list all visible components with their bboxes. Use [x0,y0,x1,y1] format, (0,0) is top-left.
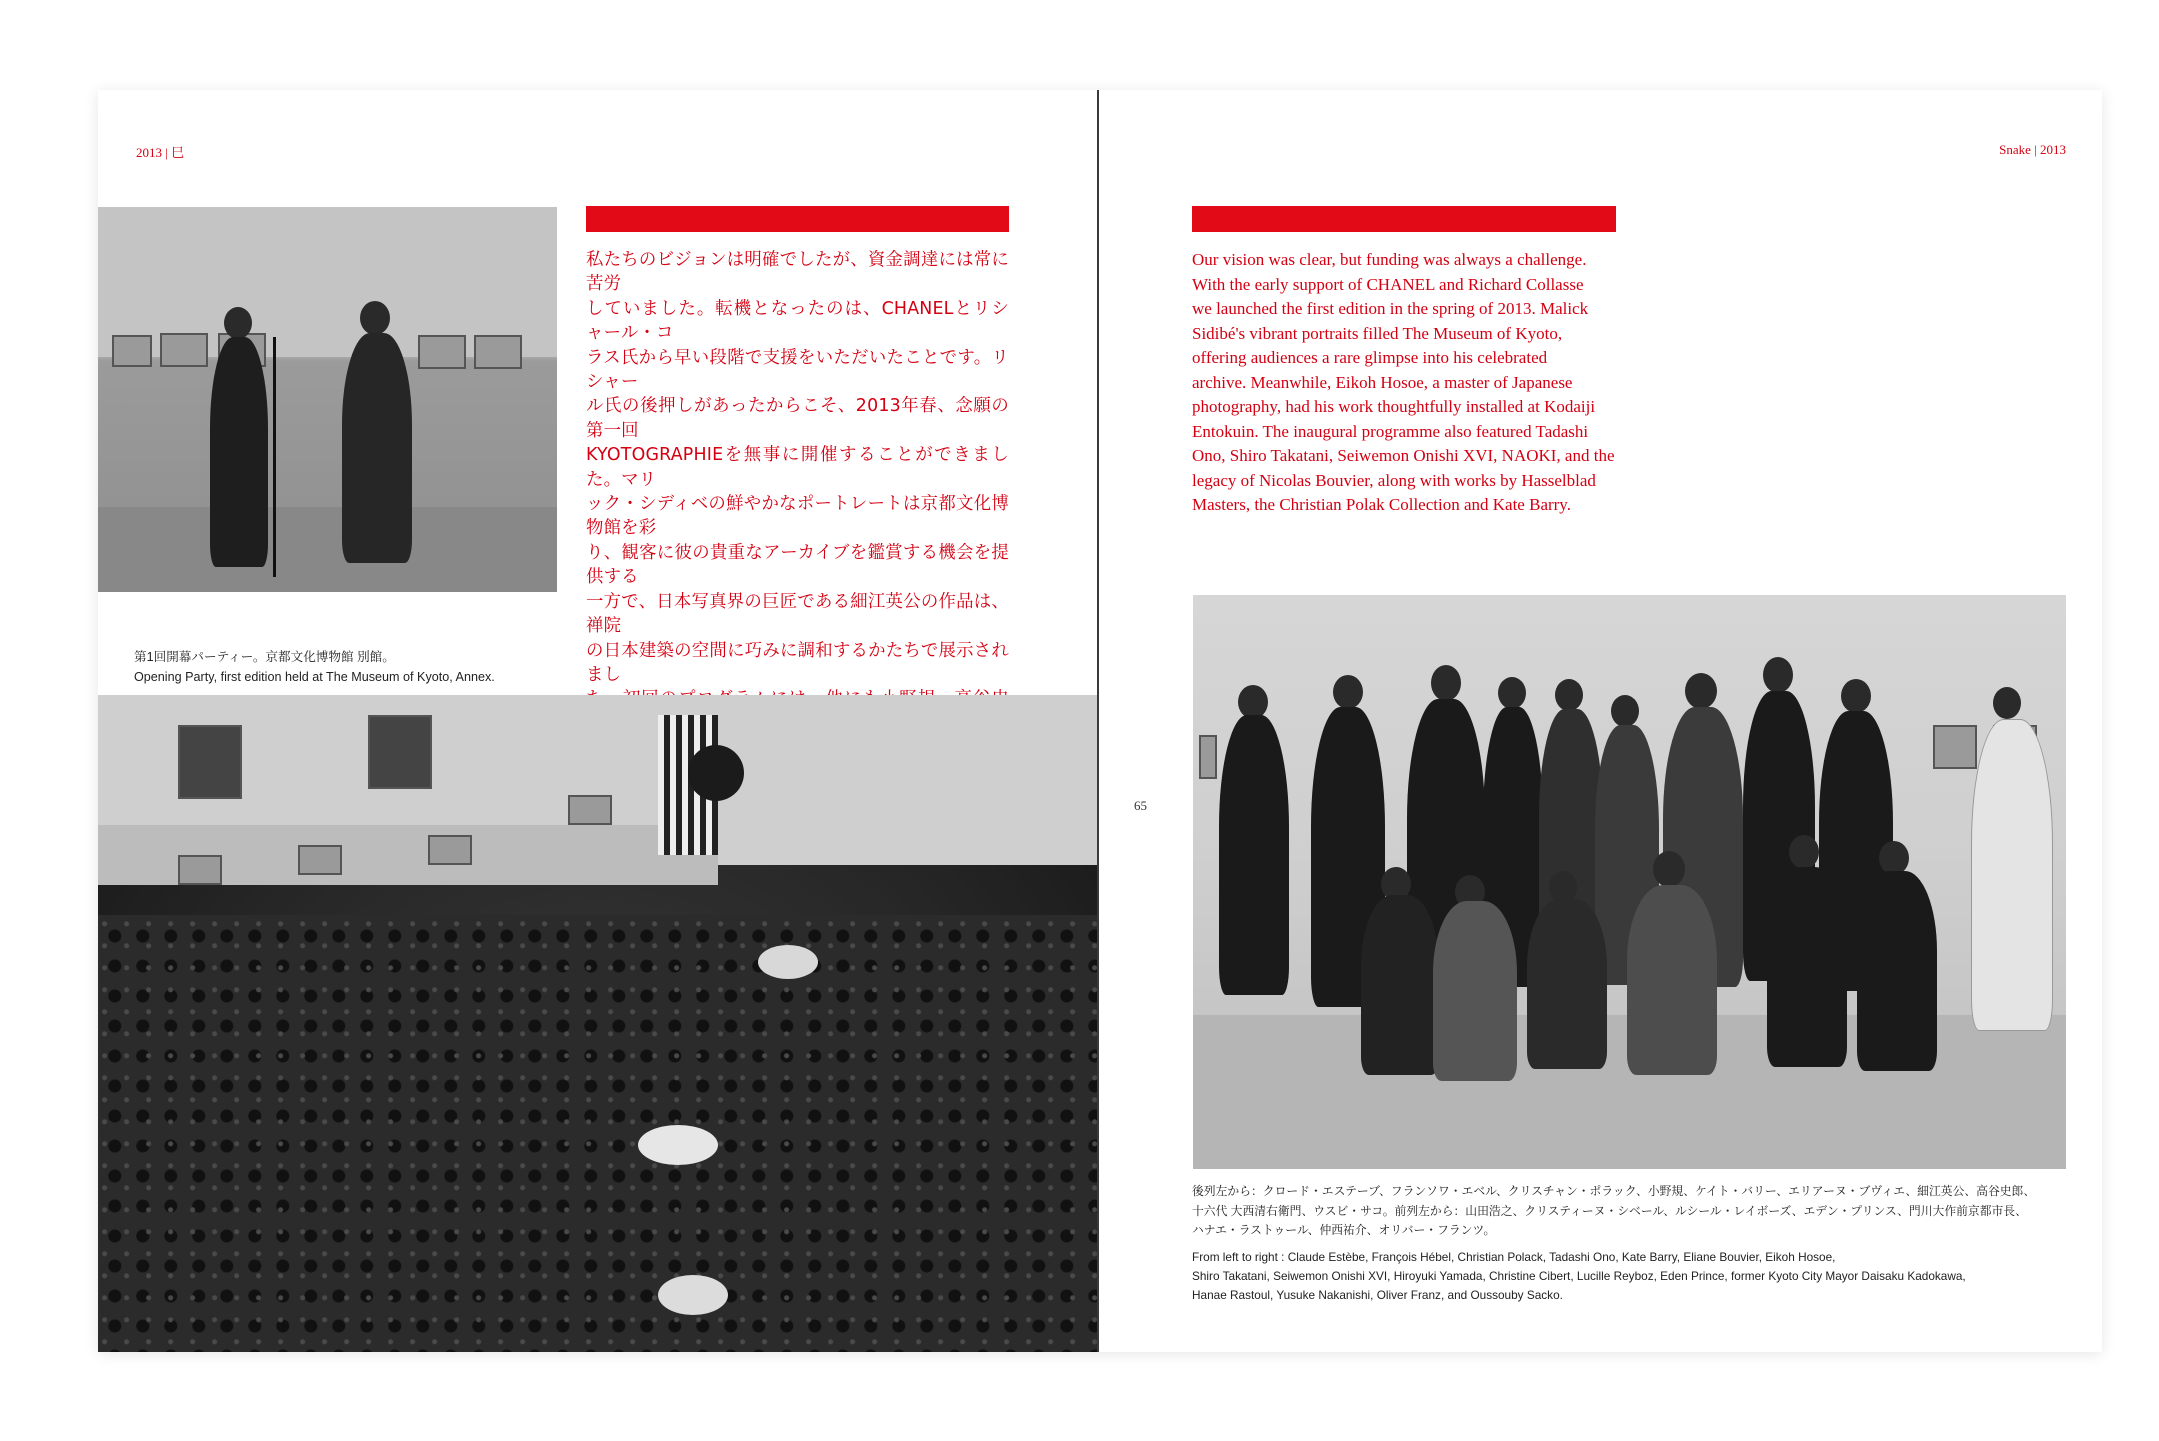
photo-opening-party-crowd [98,695,1097,1352]
page-number: 65 [1134,798,1147,813]
left-caption-jp: 第1回開幕パーティー。京都文化博物館 別館。 [134,650,395,664]
right-red-bar [1192,206,1616,232]
left-body-japanese: 私たちのビジョンは明確でしたが、資金調達には常に苦労 していました。転機となったのは、CHANELとリシャール・コ ラス氏から早い段階で支援をいただいたことです。リシャー ル氏の後押しがあったからこそ、2013年春、念願の第一回 KYOTOGRAPHIEを無事に開催することができました。マリ ック・シディベの鮮やかなポートレートは京都文化博物館を彩 り、観客に彼の貴重なアーカイブを鑑賞する機会を提供する 一方で、日本写真界の巨匠である細江英公の作品は、禅院 の日本建築の空間に巧みに調和するかたちで展示されまし [586,250,1009,685]
right-caption-en: From left to right : Claude Estèbe, François Hébel, Christian Polack, Tadashi Ono, Kate Barry, Eliane Bouvier, Eikoh Hosoe, Shiro Takatani, Seiwemon Onishi XVI, Hiroyuki Yamada, Christine Cibert, Lucille Reyboz, Eden Prince, former Kyoto City Mayor Daisaku Kadokawa, Hanae Rastoul, Yusuke Nakanishi, Oliver Franz, and Oussouby Sacko. [1192,1250,1966,1302]
photo-group-portrait [1193,595,2066,1169]
magazine-spread [98,90,2102,1352]
left-caption-en: Opening Party, first edition held at The Museum of Kyoto, Annex. [134,670,495,684]
spread-gutter [1097,90,1099,1352]
right-body-english: Our vision was clear, but funding was always a challenge. With the early support of CHANEL and Richard Collasse we launched the first edition in the spring of 2013. Malick Sidibé's vibrant portraits filled The Museum of Kyoto, offering audiences a rare glimpse into his celebrated archive. Meanwhile, Eikoh Hosoe, a master of Japanese photography, had his work thoughtfully installed at Kodaiji Entokuin. The inaugural programme also featured Tadashi Ono, Shiro Takatani, Seiwemon Onishi XVI, NAOKI, and the legacy of Nicolas Bouvier, along with works by Hasselblad Masters, the Christian Polak Collection and Kate Barry. [1192,250,1615,514]
right-caption-jp: 後列左から：クロード・エステーブ、フランソワ・エベル、クリスチャン・ポラック、小野規、ケイト・バリー、エリアーヌ・ブヴィエ、細江英公、高谷史郎、 十六代 大西清右衛門、ウスビ・サコ。前列左から：山田浩之、クリスティーヌ・シベール、ルシール・レイボーズ、エデン・プリンス、門川大作前京都市長、 ハナエ・ラストゥール、仲西祐介、オリバー・フランツ。 [1192,1184,2036,1237]
left-red-bar [586,206,1009,232]
right-running-head: Snake | 2013 [1999,142,2066,157]
photo-speakers-at-opening [98,207,557,592]
left-running-head: 2013 | 巳 [136,145,185,160]
